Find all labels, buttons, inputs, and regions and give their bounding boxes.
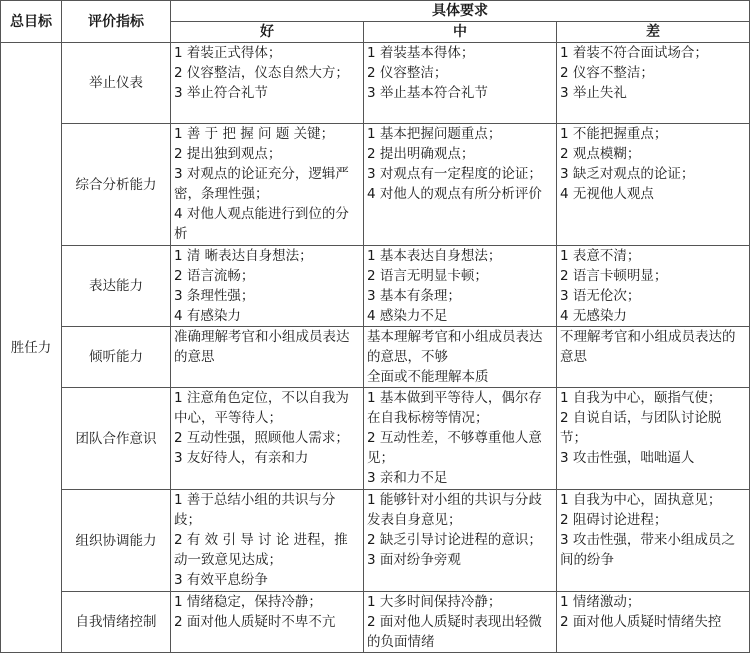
requirement-line: 1 基本表达自身想法； xyxy=(367,248,502,264)
requirement-cell-good xyxy=(171,327,364,388)
header-level-good: 好 xyxy=(171,22,364,43)
requirement-line: 2 提出明确观点； xyxy=(367,146,475,162)
requirement-cell-medium xyxy=(364,43,557,124)
requirement-line: 基本理解考官和小组成员表达的意思，不够 xyxy=(367,329,543,365)
requirement-line: 4 对他人观点能进行到位的分析 xyxy=(174,206,349,242)
requirement-line: 3 举止符合礼节 xyxy=(174,85,268,101)
requirement-line: 3 对观点有一定程度的论证； xyxy=(367,166,542,182)
requirement-line: 3 举止基本符合礼节 xyxy=(367,85,488,101)
requirement-cell-poor xyxy=(557,490,750,592)
requirement-cell-good xyxy=(171,124,364,246)
indicator-name: 自我情绪控制 xyxy=(62,592,171,653)
requirement-line: 2 语言无明显卡顿； xyxy=(367,268,488,284)
requirement-line: 4 对他人的观点有所分析评价 xyxy=(367,186,542,202)
indicator-name: 综合分析能力 xyxy=(62,124,171,246)
table-row xyxy=(1,43,750,124)
header-requirements: 具体要求 xyxy=(171,1,750,22)
requirement-line: 4 感染力不足 xyxy=(367,308,448,324)
requirement-line: 3 亲和力不足 xyxy=(367,470,448,486)
requirement-cell-good xyxy=(171,246,364,327)
requirement-cell-medium xyxy=(364,246,557,327)
requirement-line: 2 有 效 引 导 讨 论 进程，推动一致意见达成； xyxy=(174,532,348,568)
requirement-line: 4 有感染力 xyxy=(174,308,241,324)
requirement-cell-good xyxy=(171,388,364,490)
table-row xyxy=(1,327,750,388)
requirement-line: 2 缺乏引导讨论进程的意识； xyxy=(367,532,542,548)
requirement-line: 3 面对纷争旁观 xyxy=(367,552,461,568)
header-level-medium: 中 xyxy=(364,22,557,43)
requirement-cell-medium xyxy=(364,388,557,490)
requirement-line: 1 基本把握问题重点； xyxy=(367,126,502,142)
indicator-name: 表达能力 xyxy=(62,246,171,327)
requirement-line: 3 条理性强； xyxy=(174,288,255,304)
requirement-cell-poor xyxy=(557,124,750,246)
requirement-line: 1 表意不清； xyxy=(560,248,641,264)
requirement-line: 1 不能把握重点； xyxy=(560,126,668,142)
requirement-line: 3 对观点的论证充分，逻辑严密，条理性强； xyxy=(174,166,349,202)
requirement-line: 1 情绪激动； xyxy=(560,594,641,610)
requirement-cell-medium xyxy=(364,124,557,246)
requirement-line: 2 面对他人质疑时表现出轻微的负面情绪 xyxy=(367,614,542,650)
requirement-line: 1 善 于 把 握 问 题 关键； xyxy=(174,126,335,142)
requirement-line: 3 攻击性强，咄咄逼人 xyxy=(560,450,695,466)
indicator-name: 举止仪表 xyxy=(62,43,171,124)
indicator-name: 倾听能力 xyxy=(62,327,171,388)
requirement-cell-medium xyxy=(364,490,557,592)
requirement-line: 4 无感染力 xyxy=(560,308,627,324)
requirement-line: 1 情绪稳定，保持冷静； xyxy=(174,594,322,610)
requirement-line: 3 攻击性强，带来小组成员之间的纷争 xyxy=(560,532,735,568)
requirement-line: 1 自我为中心，固执意见； xyxy=(560,492,722,508)
requirement-line: 3 友好待人，有亲和力 xyxy=(174,450,309,466)
requirement-line: 2 提出独到观点； xyxy=(174,146,282,162)
requirement-line: 1 清 晰表达自身想法； xyxy=(174,248,313,264)
requirement-line: 1 大多时间保持冷静； xyxy=(367,594,502,610)
indicator-name: 团队合作意识 xyxy=(62,388,171,490)
requirement-line: 2 观点模糊； xyxy=(560,146,641,162)
requirement-line: 1 着装基本得体； xyxy=(367,45,475,61)
requirement-line: 1 着装不符合面试场合； xyxy=(560,45,708,61)
requirement-cell-medium xyxy=(364,327,557,388)
requirement-line: 全面或不能理解本质 xyxy=(367,369,489,385)
requirement-line: 2 语言流畅； xyxy=(174,268,255,284)
requirement-cell-good xyxy=(171,43,364,124)
requirement-line: 2 仪容整洁； xyxy=(367,65,448,81)
requirement-cell-poor xyxy=(557,43,750,124)
requirement-line: 1 注意角色定位，不以自我为中心，平等待人； xyxy=(174,390,349,426)
table-row xyxy=(1,592,750,653)
table-row xyxy=(1,388,750,490)
requirement-line: 3 举止失礼 xyxy=(560,85,627,101)
goal-cell: 胜任力 xyxy=(1,43,62,653)
requirement-line: 2 互动性强，照顾他人需求； xyxy=(174,430,349,446)
requirement-line: 准确理解考官和小组成员表达的意思 xyxy=(174,329,350,365)
requirement-cell-medium xyxy=(364,592,557,653)
requirement-line: 3 缺乏对观点的论证； xyxy=(560,166,695,182)
requirement-line: 2 自说自话，与团队讨论脱节； xyxy=(560,410,722,446)
requirement-line: 1 着装正式得体； xyxy=(174,45,282,61)
header-indicator: 评价指标 xyxy=(62,1,171,43)
indicator-name: 组织协调能力 xyxy=(62,490,171,592)
requirement-cell-good xyxy=(171,592,364,653)
table-row xyxy=(1,490,750,592)
requirement-line: 3 语无伦次； xyxy=(560,288,641,304)
requirement-line: 2 仪容不整洁； xyxy=(560,65,654,81)
requirement-line: 4 无视他人观点 xyxy=(560,186,654,202)
requirement-line: 1 能够针对小组的共识与分歧发表自身意见； xyxy=(367,492,542,528)
requirement-cell-poor xyxy=(557,388,750,490)
requirement-line: 1 基本做到平等待人，偶尔存在自我标榜等情况； xyxy=(367,390,542,426)
requirement-cell-poor xyxy=(557,327,750,388)
requirement-cell-poor xyxy=(557,592,750,653)
requirement-line: 3 基本有条理； xyxy=(367,288,461,304)
requirement-line: 2 面对他人质疑时情绪失控 xyxy=(560,614,722,630)
header-goal: 总目标 xyxy=(1,1,62,43)
requirement-line: 3 有效平息纷争 xyxy=(174,572,268,588)
requirement-line: 2 语言卡顿明显； xyxy=(560,268,668,284)
requirement-line: 2 阻碍讨论进程； xyxy=(560,512,668,528)
requirement-cell-poor xyxy=(557,246,750,327)
requirement-line: 1 善于总结小组的共识与分歧； xyxy=(174,492,336,528)
requirement-line: 不理解考官和小组成员表达的意思 xyxy=(560,329,736,365)
requirement-line: 2 互动性差，不够尊重他人意见； xyxy=(367,430,542,466)
requirement-line: 1 自我为中心，颐指气使； xyxy=(560,390,722,406)
requirement-line: 2 面对他人质疑时不卑不亢 xyxy=(174,614,336,630)
requirement-line: 2 仪容整洁，仪态自然大方； xyxy=(174,65,349,81)
header-level-poor: 差 xyxy=(557,22,750,43)
requirement-cell-good xyxy=(171,490,364,592)
table-row xyxy=(1,124,750,246)
table-row xyxy=(1,246,750,327)
